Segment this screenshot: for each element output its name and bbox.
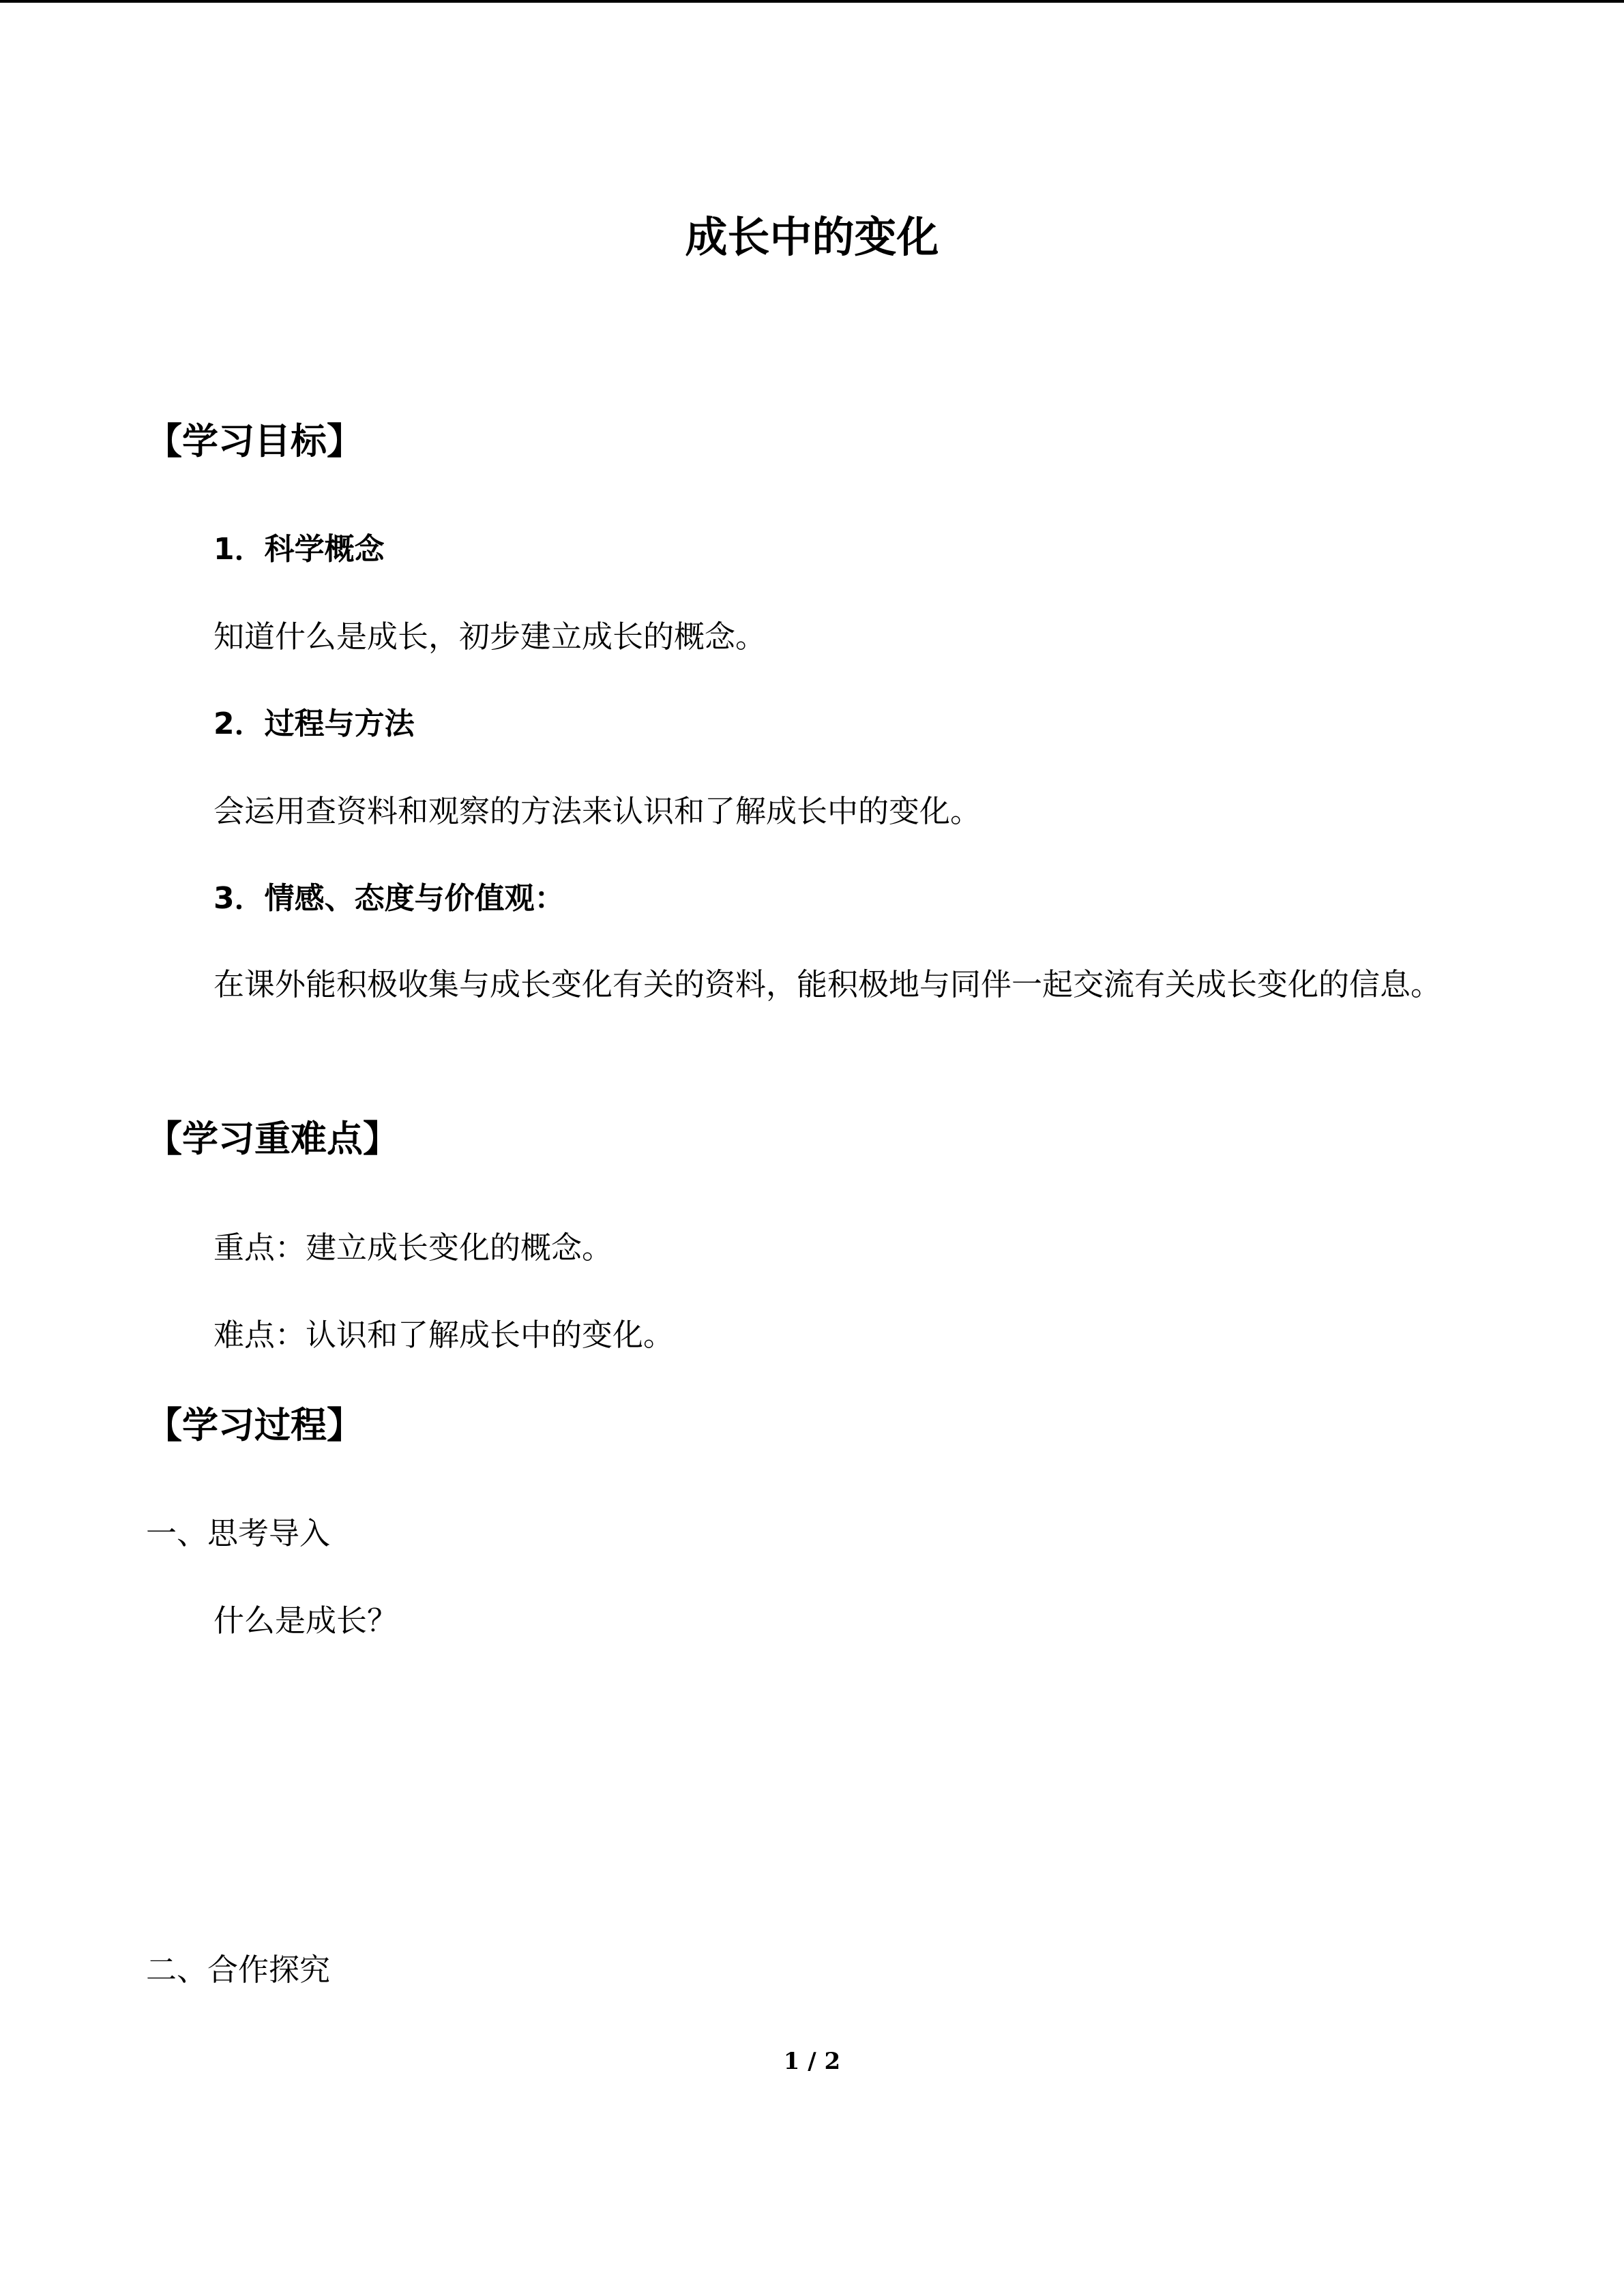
page-number: 1 / 2 — [783, 2048, 841, 2075]
objective-text-emotion-values: 在课外能积极收集与成长变化有关的资料，能积极地与同伴一起交流有关成长变化的信息。 — [213, 966, 1442, 1002]
objective-text-process-method: 会运用查资料和观察的方法来认识和了解成长中的变化。 — [213, 793, 981, 829]
page-title: 成长中的变化 — [685, 212, 939, 262]
heading-key-points: 【学习重难点】 — [146, 1118, 399, 1160]
key-point-difficulty: 难点：认识和了解成长中的变化。 — [213, 1317, 675, 1353]
objective-label-science-concept: 1．科学概念 — [213, 532, 385, 567]
objective-text-science-concept: 知道什么是成长，初步建立成长的概念。 — [213, 618, 767, 655]
objective-label-emotion-values: 3．情感、态度与价值观： — [213, 881, 565, 916]
process-part-cooperative-inquiry: 二、合作探究 — [146, 1952, 331, 1988]
top-border-rule — [0, 0, 1624, 3]
heading-learning-process: 【学习过程】 — [146, 1405, 363, 1446]
heading-learning-objectives: 【学习目标】 — [146, 421, 363, 462]
objective-label-process-method: 2．过程与方法 — [213, 706, 415, 741]
process-question-what-is-growth: 什么是成长？ — [213, 1602, 398, 1639]
key-point-focus: 重点：建立成长变化的概念。 — [213, 1229, 613, 1266]
process-part-thinking-intro: 一、思考导入 — [146, 1515, 331, 1551]
